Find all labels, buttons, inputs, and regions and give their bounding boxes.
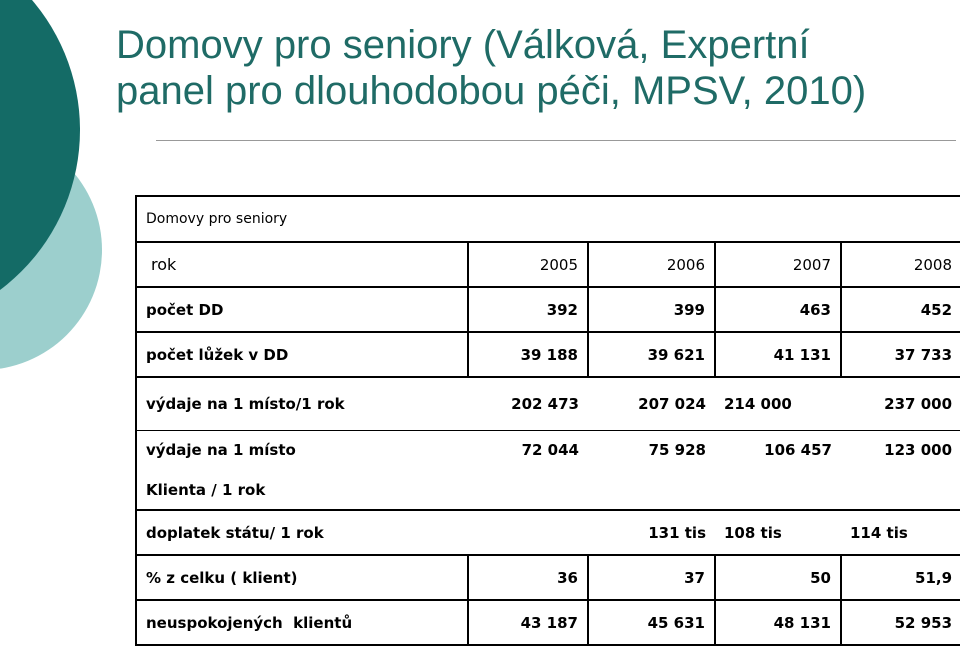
table-cell: 75 928 <box>648 441 706 460</box>
title-divider <box>156 140 956 141</box>
table-cell: 123 000 <box>841 430 960 470</box>
table-cell: 131 tis <box>588 510 715 555</box>
row-label: výdaje na 1 místo <box>136 430 468 470</box>
table-cell: 52 953 <box>841 600 960 645</box>
table-cell: 214 000 <box>715 377 841 430</box>
row-label: výdaje na 1 místo/1 rok <box>136 377 468 430</box>
year-cell: 2007 <box>715 242 841 287</box>
table-cell: 45 631 <box>588 600 715 645</box>
table-cell: 392 <box>468 287 588 332</box>
table-cell: 108 tis <box>715 510 841 555</box>
row-label-continuation: Klienta / 1 rok <box>136 470 468 510</box>
year-cell: 2006 <box>588 242 715 287</box>
table-cell: 207 024 <box>588 377 715 430</box>
row-label: počet DD <box>136 287 468 332</box>
table-cell: 114 tis <box>841 510 960 555</box>
table-cell: 39 621 <box>588 332 715 377</box>
year-label: rok <box>136 242 468 287</box>
row-label: neuspokojených klientů <box>136 600 468 645</box>
empty-cell <box>841 470 960 510</box>
page-title <box>116 22 956 114</box>
row-label: % z celku ( klient) <box>136 555 468 600</box>
table-cell: 36 <box>468 555 588 600</box>
title-line-2: panel pro dlouhodobou péči, MPSV, 2010) <box>116 69 867 113</box>
title-line-1: Domovy pro seniory (Válková, Expertní <box>116 23 810 67</box>
table-cell: 39 188 <box>468 332 588 377</box>
empty-cell <box>588 470 715 510</box>
empty-cell <box>715 470 841 510</box>
table-cell: 237 000 <box>841 377 960 430</box>
table-row <box>136 600 960 645</box>
seniors-homes-table <box>135 195 960 646</box>
table-cell: 41 131 <box>715 332 841 377</box>
table-row <box>136 555 960 600</box>
table-row <box>136 377 960 430</box>
table-row <box>136 430 960 470</box>
table-cell: 50 <box>715 555 841 600</box>
table-cell: 43 187 <box>468 600 588 645</box>
table-heading: Domovy pro seniory <box>136 196 960 242</box>
row-label: doplatek státu/ 1 rok <box>136 510 468 555</box>
table-cell: 202 473 <box>468 377 588 430</box>
empty-cell <box>468 470 588 510</box>
table-heading-row <box>136 196 960 242</box>
row-label: počet lůžek v DD <box>136 332 468 377</box>
table-cell <box>468 510 588 555</box>
year-header-row <box>136 242 960 287</box>
table-row <box>136 332 960 377</box>
year-cell: 2005 <box>468 242 588 287</box>
table-row-continuation <box>136 470 960 510</box>
table-cell: 452 <box>841 287 960 332</box>
table-cell: 399 <box>588 287 715 332</box>
table-row <box>136 287 960 332</box>
table-cell: 48 131 <box>715 600 841 645</box>
table-cell: 106 457 <box>764 441 832 460</box>
year-cell: 2008 <box>841 242 960 287</box>
table-cell: 72 044 <box>521 441 579 460</box>
decorative-circles <box>0 0 110 400</box>
table-cell: 463 <box>715 287 841 332</box>
table-cell: 37 <box>588 555 715 600</box>
table-cell: 37 733 <box>841 332 960 377</box>
table-cell: 51,9 <box>841 555 960 600</box>
table-row <box>136 510 960 555</box>
